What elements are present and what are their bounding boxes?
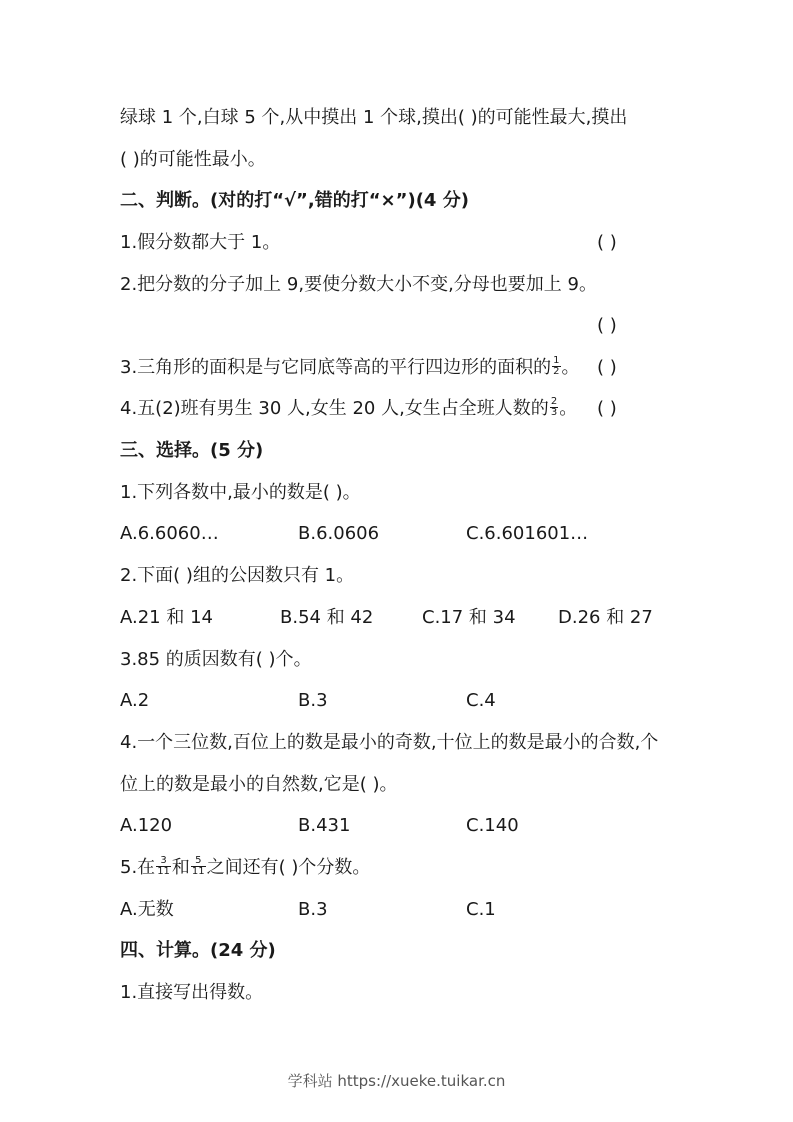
question-text: 绿球 1 个,白球 5 个,从中摸出 1 个球,摸出( )的可能性最大,摸出	[120, 107, 628, 128]
option-c: C.4	[466, 690, 496, 711]
fraction-numerator: 3	[156, 856, 171, 867]
question-text: 之间还有( )个分数。	[206, 857, 371, 878]
choice-question-2: 2.下面( )组的公因数只有 1。	[120, 565, 355, 586]
fraction	[552, 356, 560, 377]
choice-question-3: 3.85 的质因数有( )个。	[120, 649, 312, 670]
section-heading-choice: 三、选择。(5 分)	[120, 440, 264, 461]
option-c: C.17 和 34	[422, 607, 516, 628]
answer-blank: ( )	[597, 232, 617, 253]
question-text: ( )的可能性最小。	[120, 149, 266, 170]
option-c: C.1	[466, 899, 496, 920]
option-a: A.2	[120, 690, 150, 711]
question-text: 和	[171, 857, 190, 878]
judge-question-3-text: 3.三角形的面积是与它同底等高的平行四边形的面积的	[120, 357, 552, 378]
answer-blank: ( )	[597, 398, 617, 419]
answer-blank: ( )	[597, 357, 617, 378]
choice-question-4-cont: 位上的数是最小的自然数,它是( )。	[120, 774, 398, 795]
calculation-question-1: 1.直接写出得数。	[120, 982, 264, 1003]
option-b: B.431	[298, 815, 351, 836]
fraction-numerator: 2	[550, 395, 558, 407]
fraction	[191, 856, 206, 877]
choice-question-5	[120, 856, 370, 880]
judge-question-3	[120, 356, 580, 380]
option-a: A.120	[120, 815, 173, 836]
fraction	[156, 856, 171, 877]
fraction	[550, 397, 558, 418]
choice-question-4: 4.一个三位数,百位上的数是最小的奇数,十位上的数是最小的合数,个	[120, 732, 659, 753]
fraction-denominator: 11	[157, 865, 170, 877]
fraction-numerator: 5	[191, 856, 206, 867]
judge-question-4-text: 4.五(2)班有男生 30 人,女生 20 人,女生占全班人数的	[120, 398, 549, 419]
fraction-denominator: 2	[553, 365, 560, 377]
fraction-numerator: 1	[553, 354, 560, 366]
section-heading-calculation: 四、计算。(24 分)	[120, 940, 276, 961]
option-a: A.21 和 14	[120, 607, 213, 628]
judge-question-4	[120, 397, 577, 421]
option-b: B.3	[298, 899, 328, 920]
question-text: 5.在	[120, 857, 156, 878]
option-b: B.54 和 42	[280, 607, 374, 628]
option-a: A.无数	[120, 899, 174, 920]
section-heading-judge: 二、判断。(对的打“√”,错的打“×”)(4 分)	[120, 190, 469, 211]
option-c: C.6.601601…	[466, 523, 589, 544]
option-b: B.3	[298, 690, 328, 711]
answer-blank: ( )	[597, 315, 617, 336]
option-c: C.140	[466, 815, 519, 836]
punctuation: 。	[561, 357, 580, 378]
option-a: A.6.6060…	[120, 523, 219, 544]
judge-question-2: 2.把分数的分子加上 9,要使分数大小不变,分母也要加上 9。	[120, 274, 597, 295]
choice-question-1: 1.下列各数中,最小的数是( )。	[120, 482, 361, 503]
fraction-denominator: 11	[191, 865, 205, 877]
fraction-denominator: 3	[550, 406, 558, 418]
footer-watermark: 学科站 https://xueke.tuikar.cn	[287, 1072, 506, 1090]
punctuation: 。	[559, 398, 578, 419]
option-d: D.26 和 27	[558, 607, 653, 628]
judge-question-1: 1.假分数都大于 1。	[120, 232, 281, 253]
option-b: B.6.0606	[298, 523, 380, 544]
